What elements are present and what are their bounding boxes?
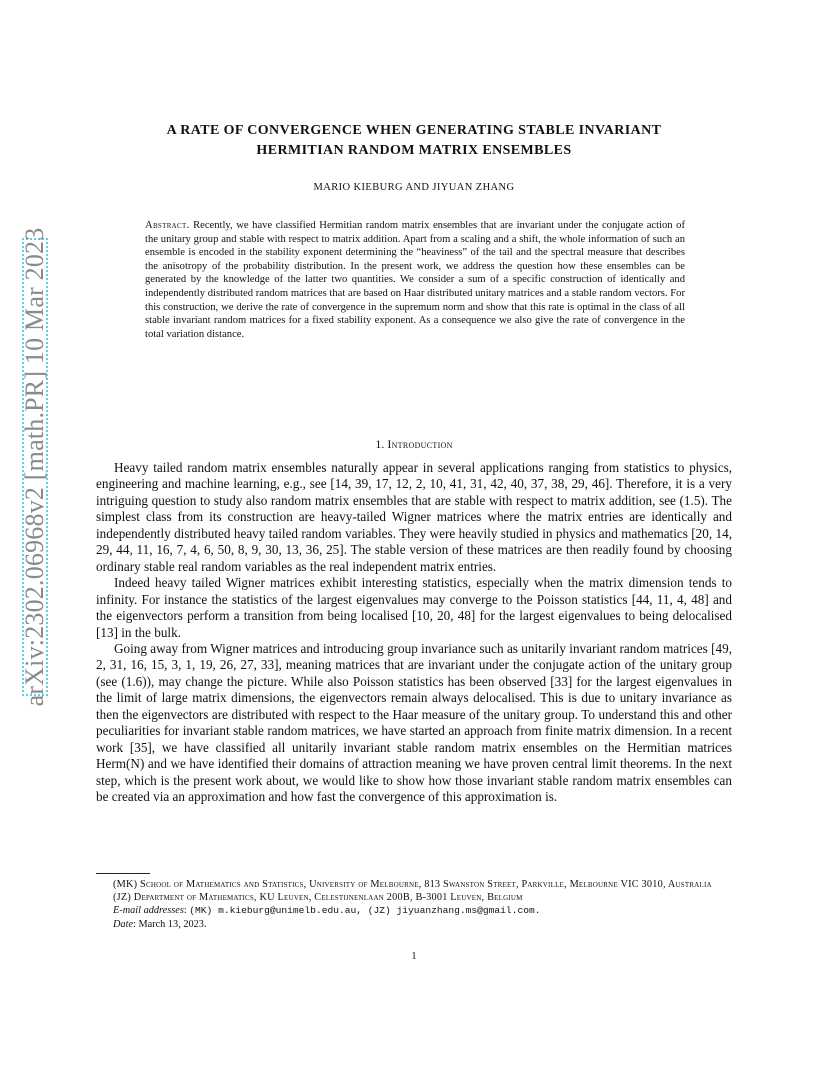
section-heading (100, 437, 728, 452)
title-line-1: A RATE OF CONVERGENCE WHEN GENERATING STABLE INVARIANT (166, 123, 662, 138)
body-text (96, 460, 732, 806)
email-addresses: (MK) m.kieburg@unimelb.edu.au, (JZ) jiyuanzhang.ms@gmail.com. (189, 905, 541, 917)
email-label: E-mail addresses (113, 905, 184, 917)
paragraph: Heavy tailed random matrix ensembles naturally appear in several applications ranging from statistics to physics, engineering and machine learning, e.g., see [14, 39, 17, 12, 2, 10, 41, 31, 42, 40, 37, 38, 29, 46]. Therefore, it is a very intriguing question to study also random matrix ensembles that are stable with respect to matrix addition, see (1.5). The simplest class from its construction are heavy-tailed Wigner matrices where the matrix entries are identically and independently distributed heavy tailed random variables. They were heavily studied in physics and mathematics [20, 14, 29, 44, 11, 16, 7, 4, 6, 50, 8, 9, 30, 13, 36, 25]. The stable version of these matrices are then readily found by choosing ordinary stable real random variables as the real independent matrix entries. (96, 460, 732, 574)
footnote-mk-affiliation: (MK) School of Mathematics and Statistics, University of Melbourne, 813 Swanston Street, Parkville, Melbourne VIC 3010, Australia (113, 879, 712, 890)
paper-authors: MARIO KIEBURG AND JIYUAN ZHANG (313, 182, 515, 193)
page-number: 1 (411, 951, 417, 962)
date-value: March 13, 2023. (138, 918, 207, 930)
section-title: Introduction (387, 437, 453, 451)
paragraph: Going away from Wigner matrices and introducing group invariance such as unitarily invariant random matrices [49, 2, 31, 16, 15, 3, 1, 19, 26, 27, 33], meaning matrices that are invariant under the conjugate action of the unitary group (see (1.6)), may change the picture. While also Poisson statistics has been observed [33] for the largest eigenvalues in the limit of large matrix dimensions, the eigenvectors remain always delocalised. This is due to unitary invariance as then the eigenvectors are distributed with respect to the Haar measure of the unitary group. To understand this and other peculiarities for invariant stable random matrices, we have started an approach from finite matrix dimension. In a recent work [35], we have classified all unitarily invariant stable random matrix ensembles on the Hermitian matrices Herm(N) and we have identified their domains of attraction meaning we have proven central limit theorems. In the next step, which is the present work about, we would like to show how those invariant stable random matrix ensembles can be created via an approximation and how fast the convergence of this approximation is. (96, 640, 732, 805)
footnotes (96, 878, 732, 931)
paper-title (100, 121, 728, 161)
section-number: 1. (375, 437, 385, 451)
footnote-date: Date: March 13, 2023. (113, 918, 207, 930)
date-label: Date (113, 918, 134, 930)
footnote-rule (96, 873, 150, 874)
arxiv-side-stamp (20, 227, 49, 707)
footnote-emails: E-mail addresses: (MK) m.kieburg@unimelb.edu.au, (JZ) jiyuanzhang.ms@gmail.com. (113, 905, 541, 917)
title-line-2: HERMITIAN RANDOM MATRIX ENSEMBLES (256, 143, 572, 158)
abstract-text: Recently, we have classified Hermitian random matrix ensembles that are invariant under the conjugate action of the unitary group and stable with respect to matrix addition. Apart from a scaling and a shift, the whole information of such an ensemble is encoded in the stability exponent determining the “heaviness” of the tail and the spectral measure that describes the anisotropy of the probability distribution. In the present work, we address the question how these ensembles can be generated by the knowledge of the latter two quantities. We consider a sum of a specific construction of identically and independently distributed random matrices that are based on Haar distributed unitary matrices and a stable random vectors. For this construction, we derive the rate of convergence in the supremum norm and show that this rate is optimal in the class of all stable invariant random matrices for a fixed stability exponent. As a consequence we also give the rate of convergence in the total variation distance. (145, 220, 685, 340)
abstract (145, 219, 685, 341)
paragraph: Indeed heavy tailed Wigner matrices exhibit interesting statistics, especially when the matrix dimension tends to infinity. For instance the statistics of the largest eigenvalues may converge to the Poisson statistics [44, 11, 4, 48] and the eigenvectors perform a transition from being localised [10, 20, 48] for the largest eigenvalues to being delocalised [13] in the bulk. (96, 575, 732, 640)
abstract-label: Abstract. (145, 220, 190, 231)
footnote-jz-affiliation: (JZ) Department of Mathematics, KU Leuven, Celestijnenlaan 200B, B-3001 Leuven, Belgium (113, 892, 523, 904)
arxiv-identifier: arXiv:2302.06968v2 [math.PR] 10 Mar 2023 (20, 227, 49, 707)
